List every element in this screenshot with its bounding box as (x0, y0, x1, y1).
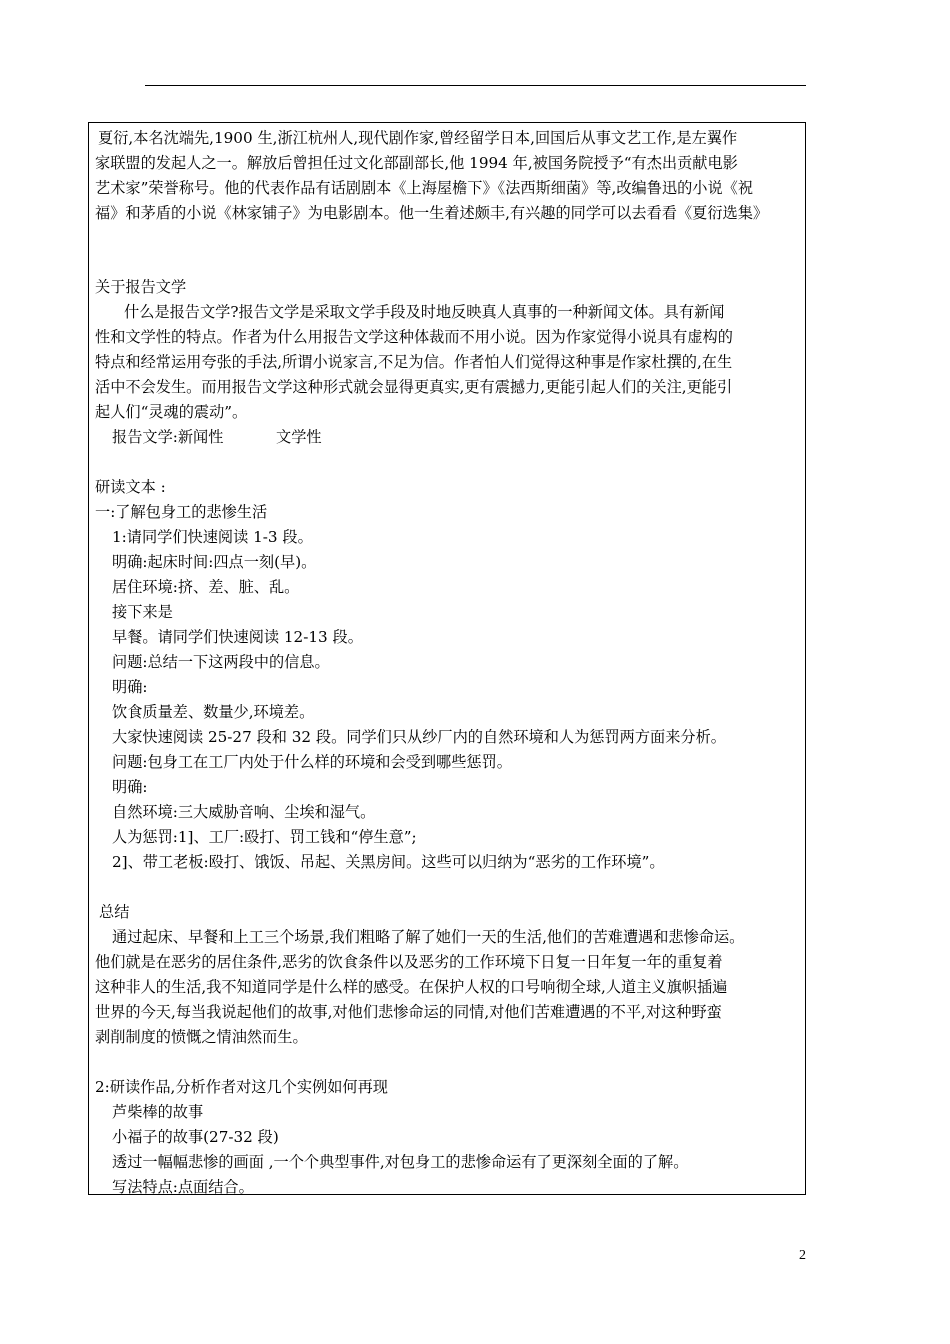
reportage-line: 什么是报告文学?报告文学是采取文学手段及时地反映真人真事的一种新闻文体。具有新闻 (124, 303, 725, 321)
intro-line: 夏衍,本名沈端先,1900 生,浙江杭州人,现代剧作家,曾经留学日本,回国后从事文艺工作,是左翼作 (98, 129, 738, 147)
reportage-line: 活中不会发生。而用报告文学这种形式就会显得更真实,更有震撼力,更能引起人们的关注,更能引 (95, 378, 733, 396)
section1-line: 接下来是 (112, 603, 173, 621)
section2-title: 2:研读作品,分析作者对这几个实例如何再现 (95, 1078, 388, 1096)
summary-line: 通过起床、早餐和上工三个场景,我们粗略了解了她们一天的生活,他们的苦难遭遇和悲惨命运。 (112, 928, 745, 946)
header-rule (145, 85, 806, 86)
intro-line: 家联盟的发起人之一。解放后曾担任过文化部副部长,他 1994 年,被国务院授予“有杰出贡献电影 (95, 154, 738, 172)
summary-line: 剥削制度的愤慨之情油然而生。 (95, 1028, 308, 1046)
reportage-traits-label: 报告文学:新闻性 (112, 428, 224, 446)
section1-line: 明确: (112, 678, 148, 696)
section2-line: 芦柴棒的故事 (112, 1103, 204, 1121)
summary-line: 世界的今天,每当我说起他们的故事,对他们悲惨命运的同情,对他们苦难遭遇的不平,对这种野蛮 (95, 1003, 722, 1021)
section2-line: 小福子的故事(27-32 段) (112, 1128, 279, 1146)
section1-line: 早餐。请同学们快速阅读 12-13 段。 (112, 628, 363, 646)
reportage-line: 性和文学性的特点。作者为什么用报告文学这种体裁而不用小说。因为作家觉得小说具有虚构的 (95, 328, 733, 346)
section1-line: 自然环境:三大威胁音响、尘埃和湿气。 (112, 803, 376, 821)
content-box (88, 122, 806, 1195)
intro-line: 福》和茅盾的小说《林家铺子》为电影剧本。他一生着述颇丰,有兴趣的同学可以去看看《夏衍选集》 (95, 204, 769, 222)
reportage-line: 起人们“灵魂的震动”。 (95, 403, 248, 421)
reportage-line: 特点和经常运用夸张的手法,所谓小说家言,不足为信。作者怕人们觉得这种事是作家杜撰的,在生 (95, 353, 733, 371)
summary-line: 这种非人的生活,我不知道同学是什么样的感受。在保护人权的口号响彻全球,人道主义旗帜插遍 (95, 978, 728, 996)
section1-line: 大家快速阅读 25-27 段和 32 段。同学们只从纱厂内的自然环境和人为惩罚两方面来分析。 (112, 728, 726, 746)
section2-line: 写法特点:点面结合。 (112, 1178, 254, 1196)
reportage-heading: 关于报告文学 (95, 278, 187, 296)
section1-line: 问题:总结一下这两段中的信息。 (112, 653, 330, 671)
summary-line: 他们就是在恶劣的居住条件,恶劣的饮食条件以及恶劣的工作环境下日复一日年复一年的重复着 (95, 953, 723, 971)
section1-line: 2]、带工老板:殴打、饿饭、吊起、关黑房间。这些可以归纳为“恶劣的工作环境”。 (112, 853, 665, 871)
reportage-traits-value: 文学性 (276, 428, 322, 446)
summary-heading: 总结 (99, 903, 130, 921)
section2-line: 透过一幅幅悲惨的画面 ,一个个典型事件,对包身工的悲惨命运有了更深刻全面的了解。 (112, 1153, 689, 1171)
section1-line: 人为惩罚:1]、工厂:殴打、罚工钱和“停生意”; (112, 828, 417, 846)
study-heading: 研读文本 : (95, 478, 166, 496)
section1-line: 1:请同学们快速阅读 1-3 段。 (112, 528, 313, 546)
section1-line: 明确: (112, 778, 148, 796)
section1-line: 饮食质量差、数量少,环境差。 (112, 703, 315, 721)
section1-title: 一:了解包身工的悲惨生活 (95, 503, 268, 521)
intro-line: 艺术家”荣誉称号。他的代表作品有话剧剧本《上海屋檐下》《法西斯细菌》等,改编鲁迅的小说《祝 (95, 179, 754, 197)
section1-line: 明确:起床时间:四点一刻(早)。 (112, 553, 317, 571)
section1-line: 问题:包身工在工厂内处于什么样的环境和会受到哪些惩罚。 (112, 753, 512, 771)
section1-line: 居住环境:挤、差、脏、乱。 (112, 578, 300, 596)
page-number: 2 (799, 1248, 806, 1263)
